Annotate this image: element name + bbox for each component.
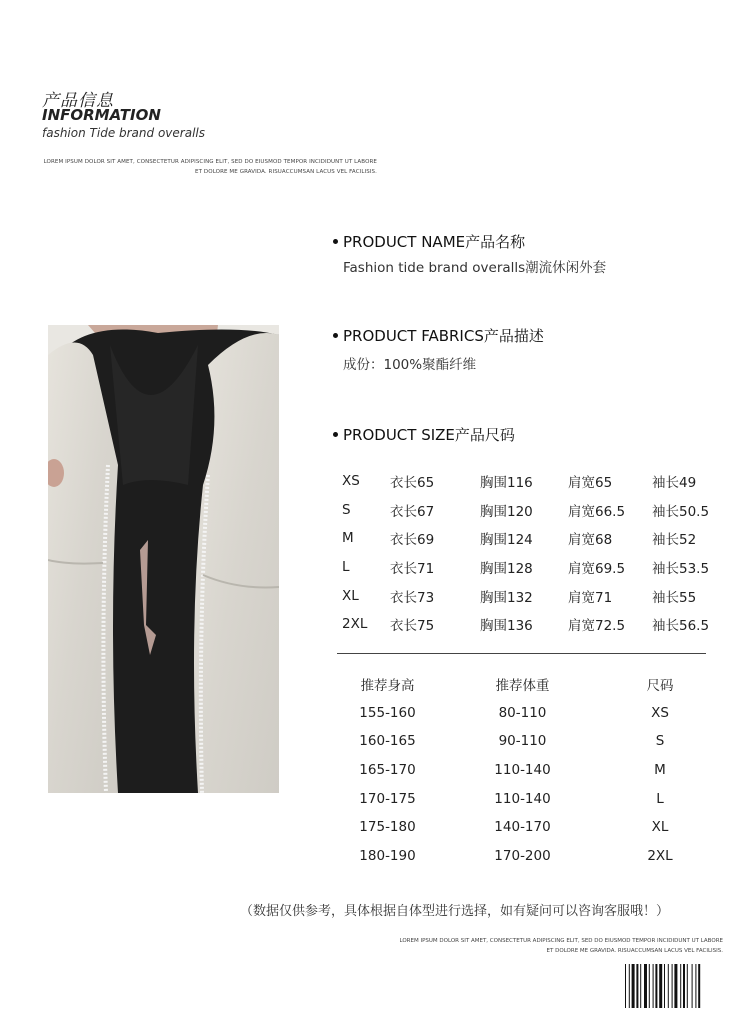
product-fabrics-heading [333,325,544,346]
height-cell: 170-175 [359,790,416,807]
table-row [340,813,710,842]
table-row [330,581,725,610]
shoulder-cell: 肩宽66.5 [568,503,626,520]
shoulder-cell: 肩宽69.5 [568,561,626,578]
size-cell: 2XL [342,616,368,633]
table-row [330,553,725,582]
recommendation-table [340,670,710,870]
shoulder-cell: 肩宽68 [568,532,613,549]
weight-cell: 90-110 [498,733,547,750]
size-cell: S [655,733,665,750]
table-row [330,524,725,553]
weight-cell: 140-170 [494,819,551,836]
shoulder-cell: 肩宽72.5 [568,618,626,635]
table-row [330,467,725,496]
shoulder-cell: 肩宽65 [568,475,613,492]
table-row [340,727,710,756]
jacket-illustration [48,325,279,793]
table-row [340,842,710,871]
table-row [340,784,710,813]
sleeve-cell: 袖长53.5 [652,561,710,578]
weight-cell: 110-140 [494,762,551,779]
length-cell: 衣长65 [390,475,435,492]
table-row [340,756,710,785]
product-photo [48,325,279,793]
table-header-row [340,670,710,699]
size-cell: M [654,762,666,779]
subtitle: fashion Tide brand overalls [42,126,205,140]
height-cell: 160-165 [359,733,416,750]
bullet-dot-icon [333,333,338,338]
sleeve-cell: 袖长52 [652,532,697,549]
product-name-heading-text: PRODUCT NAME产品名称 [343,233,526,251]
title-en: INFORMATION [42,106,161,124]
chest-cell: 胸围132 [480,589,533,606]
size-cell: M [342,530,354,547]
size-cell: XS [342,473,360,490]
chest-cell: 胸围128 [480,561,533,578]
product-name-heading [333,231,525,252]
height-cell: 175-180 [359,819,416,836]
chest-cell: 胸围124 [480,532,533,549]
size-cell: XL [342,587,359,604]
height-cell: 165-170 [359,762,416,779]
lorem-top [42,157,377,177]
product-fabrics-heading-text: PRODUCT FABRICS产品描述 [343,327,544,345]
size-cell: XS [651,704,669,721]
product-name-value: Fashion tide brand overalls潮流休闲外套 [343,260,607,276]
sleeve-cell: 袖长50.5 [652,503,710,520]
barcode-icon [625,964,724,1008]
bullet-dot-icon [333,239,338,244]
lorem-bottom-line2: ET DOLORE ME GRAVIDA. RISUACCUMSAN LACUS VEL FACILISIS. [546,948,723,954]
chest-cell: 胸围116 [480,475,533,492]
chest-cell: 胸围136 [480,618,533,635]
weight-cell: 110-140 [494,790,551,807]
sleeve-cell: 袖长56.5 [652,618,710,635]
table-row [330,610,725,639]
weight-cell: 80-110 [498,704,547,721]
weight-cell: 170-200 [494,847,551,864]
header-height: 推荐身高 [360,678,415,695]
size-cell: 2XL [647,847,673,864]
size-cell: L [342,559,350,576]
height-cell: 180-190 [359,847,416,864]
length-cell: 衣长71 [390,561,435,578]
header-size: 尺码 [646,678,674,695]
lorem-top-line2: ET DOLORE ME GRAVIDA. RISUACCUMSAN LACUS VEL FACILISIS. [195,169,377,175]
table-row [340,699,710,728]
bullet-dot-icon [333,432,338,437]
header-weight: 推荐体重 [495,678,550,695]
lorem-bottom [388,936,723,956]
length-cell: 衣长73 [390,589,435,606]
product-fabrics-value: 成份：100%聚酯纤维 [343,357,477,373]
lorem-bottom-line1: LOREM IPSUM DOLOR SIT AMET, CONSECTETUR ADIPISCING ELIT, SED DO EIUSMOD TEMPOR INCIDIDUNT UT LABORE [399,938,723,944]
height-cell: 155-160 [359,704,416,721]
sleeve-cell: 袖长49 [652,475,697,492]
length-cell: 衣长75 [390,618,435,635]
length-cell: 衣长67 [390,503,435,520]
size-cell: S [342,501,351,518]
divider [337,653,706,654]
size-cell: L [656,790,664,807]
sleeve-cell: 袖长55 [652,589,697,606]
table-row [330,496,725,525]
shoulder-cell: 肩宽71 [568,589,613,606]
size-cell: XL [651,819,669,836]
disclaimer-note: （数据仅供参考，具体根据自体型进行选择，如有疑问可以咨询客服哦！） [240,904,670,919]
lorem-top-line1: LOREM IPSUM DOLOR SIT AMET, CONSECTETUR ADIPISCING ELIT, SED DO EIUSMOD TEMPOR INCIDIDUNT UT LABORE [43,159,377,165]
product-size-heading [333,424,515,445]
chest-cell: 胸围120 [480,503,533,520]
length-cell: 衣长69 [390,532,435,549]
size-table [330,467,725,639]
title-cn: 产品信息 [42,91,114,111]
product-size-heading-text: PRODUCT SIZE产品尺码 [343,426,515,444]
